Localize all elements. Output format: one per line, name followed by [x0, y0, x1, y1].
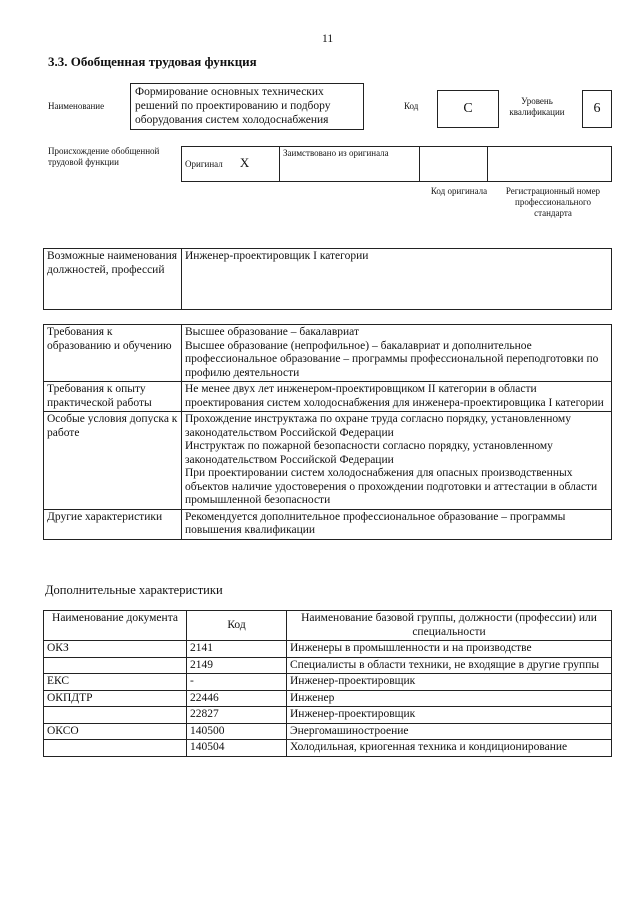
requirement-label: Особые условия допуска к работе	[44, 412, 182, 510]
row-code: 140500	[187, 723, 287, 740]
origin-table	[181, 146, 612, 182]
origin-reg-caption: Регистрационный номер профессионального стандарта	[505, 186, 601, 218]
row-doc	[44, 657, 187, 674]
row-name: Специалисты в области техники, не входящие в другие группы	[287, 657, 612, 674]
row-doc: ОКПДТР	[44, 690, 187, 707]
row-doc	[44, 740, 187, 757]
requirement-value: Рекомендуется дополнительное профессиональное образование – программы повышения квалификации	[182, 509, 612, 539]
header-code: Код	[187, 611, 287, 641]
row-doc: ОКЗ	[44, 641, 187, 658]
row-name: Холодильная, криогенная техника и кондиционирование	[287, 740, 612, 757]
row-code: -	[187, 674, 287, 691]
additional-header-row	[44, 611, 612, 641]
requirement-value: Прохождение инструктажа по охране труда согласно порядку, установленному законодательством Российской Федерации Инструктаж по пожарной безопасности согласно порядку, установленному законодательством Российской Федерации При проектировании систем холодоснабжения для опасных производственных объектов наличие удостоверения о прохождении подготовки и аттестации в области промышленной безопасности	[182, 412, 612, 510]
table-row	[44, 657, 612, 674]
requirement-row	[44, 509, 612, 539]
row-name: Инженеры в промышленности и на производстве	[287, 641, 612, 658]
table-row	[44, 707, 612, 724]
origin-label: Происхождение обобщенной трудовой функции	[48, 146, 160, 167]
requirement-value: Высшее образование – бакалавриат Высшее образование (непрофильное) – бакалавриат и дополнительное профессиональное образование – программы профессиональной переподготовки по профилю деятельности	[182, 325, 612, 382]
origin-reg-cell	[488, 147, 612, 182]
level-value: 6	[593, 101, 601, 116]
table-row	[44, 690, 612, 707]
additional-table	[43, 610, 612, 757]
table-row	[44, 641, 612, 658]
code-label: Код	[404, 101, 419, 111]
table-row	[44, 740, 612, 757]
origin-code-cell	[420, 147, 488, 182]
header-name: Наименование базовой группы, должности (профессии) или специальности	[287, 611, 612, 641]
name-label: Наименование	[48, 101, 105, 111]
row-code: 2149	[187, 657, 287, 674]
origin-code-caption: Код оригинала	[430, 186, 488, 196]
section-title: 3.3. Обобщенная трудовая функция	[48, 54, 257, 69]
positions-label: Возможные наименования должностей, профессий	[44, 249, 182, 310]
requirement-label: Требования к опыту практической работы	[44, 382, 182, 412]
level-value-box	[582, 90, 612, 128]
code-value: C	[463, 101, 473, 116]
row-doc: ЕКС	[44, 674, 187, 691]
positions-value: Инженер-проектировщик I категории	[182, 249, 612, 310]
requirement-label: Требования к образованию и обучению	[44, 325, 182, 382]
row-name: Инженер-проектировщик	[287, 707, 612, 724]
row-code: 22446	[187, 690, 287, 707]
row-name: Энергомашиностроение	[287, 723, 612, 740]
row-code: 140504	[187, 740, 287, 757]
name-value-box	[130, 83, 364, 130]
requirement-row	[44, 382, 612, 412]
requirement-row	[44, 325, 612, 382]
row-name: Инженер	[287, 690, 612, 707]
table-row	[44, 723, 612, 740]
code-value-box	[437, 90, 499, 128]
origin-original-mark: X	[239, 155, 250, 171]
requirement-row	[44, 412, 612, 510]
row-doc	[44, 707, 187, 724]
origin-original-cell	[182, 147, 280, 182]
level-label: Уровень квалификации	[509, 96, 565, 117]
requirement-label: Другие характеристики	[44, 509, 182, 539]
header-doc: Наименование документа	[44, 611, 187, 641]
row-name: Инженер-проектировщик	[287, 674, 612, 691]
positions-table	[43, 248, 612, 310]
origin-borrowed-label: Заимствовано из оригинала	[283, 148, 389, 158]
origin-original-label: Оригинал	[185, 159, 223, 170]
name-value: Формирование основных технических решений по проектированию и подбору оборудования систем холодоснабжения	[135, 86, 331, 126]
page-number: 11	[322, 33, 334, 45]
requirements-table	[43, 324, 612, 540]
row-code: 2141	[187, 641, 287, 658]
origin-borrowed-cell	[280, 147, 420, 182]
requirement-value: Не менее двух лет инженером-проектировщиком II категории в области проектирования систем холодоснабжения для инженера-проектировщика I категории	[182, 382, 612, 412]
table-row	[44, 674, 612, 691]
additional-title: Дополнительные характеристики	[45, 583, 223, 597]
row-doc: ОКСО	[44, 723, 187, 740]
row-code: 22827	[187, 707, 287, 724]
